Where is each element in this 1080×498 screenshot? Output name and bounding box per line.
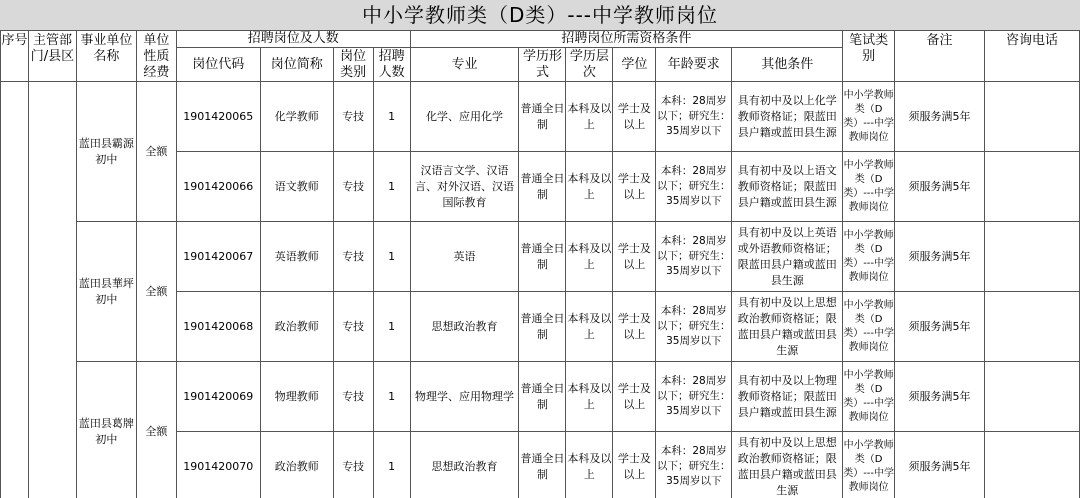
header-funding: 单位性质经费	[136, 31, 176, 82]
recruitment-table	[0, 30, 1080, 498]
other-cell: 具有初中及以上物理教师资格证；限蓝田县户籍或蓝田县生源	[732, 362, 843, 432]
other-cell: 具有初中及以上英语或外语教师资格证；限蓝田县户籍或蓝田县生源	[732, 222, 843, 292]
degree-cell: 学士及以上	[613, 152, 656, 222]
header-age: 年龄要求	[656, 48, 732, 82]
edu-form-cell: 普通全日制	[519, 362, 566, 432]
phone-cell	[984, 432, 1079, 498]
edu-level-cell: 本科及以上	[566, 82, 613, 152]
age-cell: 本科：28周岁以下；研究生：35周岁以下	[656, 432, 732, 498]
degree-cell: 学士及以上	[613, 222, 656, 292]
unit-funding: 全额	[136, 82, 176, 222]
major-cell: 汉语言文学、汉语言、对外汉语、汉语国际教育	[410, 152, 519, 222]
header-edu-level: 学历层次	[566, 48, 613, 82]
edu-form-cell: 普通全日制	[519, 292, 566, 362]
age-cell: 本科：28周岁以下；研究生：35周岁以下	[656, 292, 732, 362]
edu-level-cell: 本科及以上	[566, 432, 613, 498]
edu-form-cell: 普通全日制	[519, 82, 566, 152]
remark-cell: 须服务满5年	[895, 362, 985, 432]
position-code: 1901420067	[176, 222, 260, 292]
unit-name: 蓝田县華坪初中	[76, 222, 136, 362]
exam-cell: 中小学教师类（D类）---中学教师岗位	[843, 82, 895, 152]
position-code: 1901420065	[176, 82, 260, 152]
phone-cell	[984, 82, 1079, 152]
degree-cell: 学士及以上	[613, 362, 656, 432]
position-count: 1	[373, 82, 410, 152]
age-cell: 本科：28周岁以下；研究生：35周岁以下	[656, 152, 732, 222]
position-code: 1901420066	[176, 152, 260, 222]
major-cell: 思想政治教育	[410, 292, 519, 362]
table-row	[1, 222, 1080, 292]
edu-form-cell: 普通全日制	[519, 152, 566, 222]
header-category: 岗位类别	[333, 48, 373, 82]
table-row	[1, 362, 1080, 432]
remark-cell: 须服务满5年	[895, 432, 985, 498]
other-cell: 具有初中及以上语文教师资格证；限蓝田县户籍或蓝田县生源	[732, 152, 843, 222]
position-short: 政治教师	[260, 432, 333, 498]
degree-cell: 学士及以上	[613, 82, 656, 152]
unit-funding: 全额	[136, 222, 176, 362]
major-cell: 英语	[410, 222, 519, 292]
header-group-qualification: 招聘岗位所需资格条件	[410, 31, 843, 48]
position-category: 专技	[333, 432, 373, 498]
unit-name: 蓝田县葛牌初中	[76, 362, 136, 498]
position-short: 语文教师	[260, 152, 333, 222]
remark-cell: 须服务满5年	[895, 222, 985, 292]
header-count: 招聘人数	[373, 48, 410, 82]
unit-name: 蓝田县霸源初中	[76, 82, 136, 222]
position-count: 1	[373, 432, 410, 498]
position-category: 专技	[333, 82, 373, 152]
position-short: 化学教师	[260, 82, 333, 152]
position-count: 1	[373, 362, 410, 432]
position-count: 1	[373, 152, 410, 222]
position-short: 物理教师	[260, 362, 333, 432]
header-major: 专业	[410, 48, 519, 82]
remark-cell: 须服务满5年	[895, 152, 985, 222]
other-cell: 具有初中及以上思想政治教师资格证；限蓝田县户籍或蓝田县生源	[732, 432, 843, 498]
phone-cell	[984, 152, 1079, 222]
edu-level-cell: 本科及以上	[566, 292, 613, 362]
degree-cell: 学士及以上	[613, 432, 656, 498]
edu-form-cell: 普通全日制	[519, 222, 566, 292]
major-cell: 物理学、应用物理学	[410, 362, 519, 432]
degree-cell: 学士及以上	[613, 292, 656, 362]
header-unit: 事业单位名称	[76, 31, 136, 82]
edu-form-cell: 普通全日制	[519, 432, 566, 498]
exam-cell: 中小学教师类（D类）---中学教师岗位	[843, 152, 895, 222]
header-group-position: 招聘岗位及人数	[176, 31, 410, 48]
unit-funding: 全额	[136, 362, 176, 498]
header-dept: 主管部门/县区	[28, 31, 76, 82]
header-seq: 序号	[1, 31, 29, 82]
major-cell: 思想政治教育	[410, 432, 519, 498]
edu-level-cell: 本科及以上	[566, 362, 613, 432]
header-phone: 咨询电话	[984, 31, 1079, 82]
position-count: 1	[373, 222, 410, 292]
header-other: 其他条件	[732, 48, 843, 82]
exam-cell: 中小学教师类（D类）---中学教师岗位	[843, 432, 895, 498]
header-code: 岗位代码	[176, 48, 260, 82]
position-count: 1	[373, 292, 410, 362]
other-cell: 具有初中及以上思想政治教师资格证；限蓝田县户籍或蓝田县生源	[732, 292, 843, 362]
phone-cell	[984, 292, 1079, 362]
dept-cell	[28, 82, 76, 498]
table-row	[1, 82, 1080, 152]
header-edu-form: 学历形式	[519, 48, 566, 82]
position-code: 1901420069	[176, 362, 260, 432]
age-cell: 本科：28周岁以下；研究生：35周岁以下	[656, 82, 732, 152]
remark-cell: 须服务满5年	[895, 82, 985, 152]
phone-cell	[984, 362, 1079, 432]
age-cell: 本科：28周岁以下；研究生：35周岁以下	[656, 222, 732, 292]
header-degree: 学位	[613, 48, 656, 82]
position-short: 政治教师	[260, 292, 333, 362]
header-exam: 笔试类别	[843, 31, 895, 82]
header-short: 岗位简称	[260, 48, 333, 82]
edu-level-cell: 本科及以上	[566, 222, 613, 292]
header-remark: 备注	[895, 31, 985, 82]
other-cell: 具有初中及以上化学教师资格证；限蓝田县户籍或蓝田县生源	[732, 82, 843, 152]
exam-cell: 中小学教师类（D类）---中学教师岗位	[843, 362, 895, 432]
position-code: 1901420070	[176, 432, 260, 498]
position-code: 1901420068	[176, 292, 260, 362]
seq-cell	[1, 82, 29, 498]
phone-cell	[984, 222, 1079, 292]
page-title: 中小学教师类（D类）---中学教师岗位	[0, 0, 1080, 31]
position-category: 专技	[333, 152, 373, 222]
position-category: 专技	[333, 222, 373, 292]
major-cell: 化学、应用化学	[410, 82, 519, 152]
age-cell: 本科：28周岁以下；研究生：35周岁以下	[656, 362, 732, 432]
position-short: 英语教师	[260, 222, 333, 292]
remark-cell: 须服务满5年	[895, 292, 985, 362]
position-category: 专技	[333, 362, 373, 432]
exam-cell: 中小学教师类（D类）---中学教师岗位	[843, 292, 895, 362]
exam-cell: 中小学教师类（D类）---中学教师岗位	[843, 222, 895, 292]
edu-level-cell: 本科及以上	[566, 152, 613, 222]
position-category: 专技	[333, 292, 373, 362]
